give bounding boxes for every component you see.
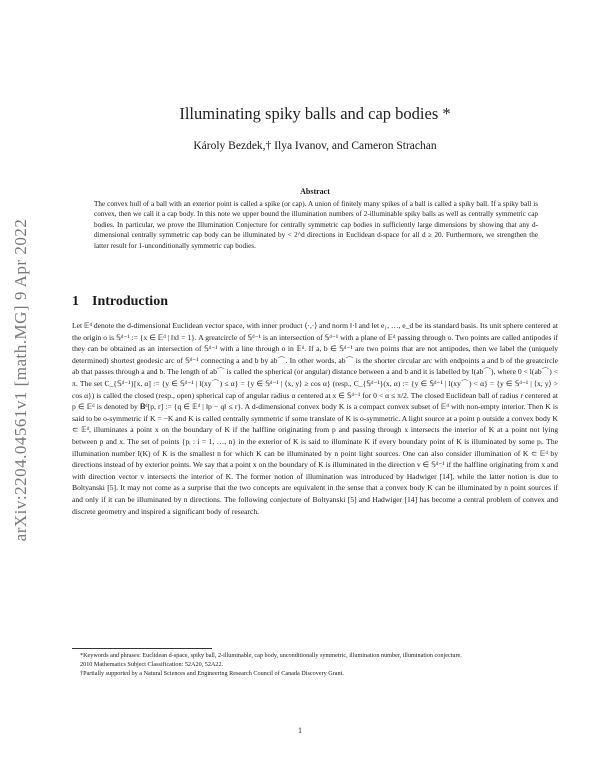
section-number: 1: [72, 294, 79, 309]
arxiv-identifier-stamp: [3, 200, 39, 560]
page-number: 1: [298, 726, 302, 735]
section-title: Introduction: [92, 294, 168, 309]
footnote-keywords: *Keywords and phrases: Euclidean d-space, spiky ball, 2-illuminable, cap body, unconditionally symmetric, illumination number, illumination conjecture.: [80, 652, 462, 659]
abstract-heading: Abstract: [300, 187, 330, 196]
footnote-funding: †Partially supported by a Natural Sciences and Engineering Research Council of Canada Discovery Grant.: [80, 670, 344, 677]
footnotes: [72, 651, 558, 678]
abstract-text: The convex hull of a ball with an exterior point is called a spike (or cap). A union of finitely many spikes of a ball is called a spiky ball. If a spiky ball is convex, then we call it a cap body. In this note we upper bound the illumination numbers of 2-illuminable spiky balls as well as centrally symmetric cap bodies. In particular, we prove the Illumination Conjecture for centrally symmetric cap bodies in sufficiently large dimensions by showing that any d-dimensional centrally symmetric cap body can be illuminated by < 2^d directions in Euclidean d-space for all d ≥ 20. Furthermore, we strengthen the latter result for 1-unconditionally symmetric cap bodies.: [94, 200, 538, 250]
introduction-paragraph: Let 𝔼ᵈ denote the d-dimensional Euclidean vector space, with inner product ⟨·,·⟩ and norm ‖·‖ and let e₁, …, e_d be its standard basis. Its unit sphere centered at the origin o is 𝕊ᵈ⁻¹ := {x ∈ 𝔼ᵈ | ‖x‖ = 1}. A greatcircle of 𝕊ᵈ⁻¹ is an intersection of 𝕊ᵈ⁻¹ with a plane of 𝔼ᵈ passing through o. Two points are called antipodes if they can be obtained as an intersection of 𝕊ᵈ⁻¹ with a line through o in 𝔼ᵈ. If a, b ∈ 𝕊ᵈ⁻¹ are two points that are not antipodes, then we label the (uniquely determined) shortest geodesic arc of 𝕊ᵈ⁻¹ connecting a and b by ab⌒. In other words, ab⌒ is the shorter circular arc with endpoints a and b of the greatcircle ab that passes through a and b. The length of ab⌒ is called the spherical (or angular) distance between a and b and it is labelled by l(ab⌒), where 0 < l(ab⌒) < π. The set C_{𝕊ᵈ⁻¹}[x, α] := {y ∈ 𝕊ᵈ⁻¹ | l(xy⌒) ≤ α} = {y ∈ 𝕊ᵈ⁻¹ | ⟨x, y⟩ ≥ cos α} (resp., C_{𝕊ᵈ⁻¹}(x, α) := {y ∈ 𝕊ᵈ⁻¹ | l(xy⌒) < α} = {y ∈ 𝕊ᵈ⁻¹ | ⟨x, y⟩ > cos α}) is called the closed (resp., open) spherical cap of angular radius α centered at x ∈ 𝕊ᵈ⁻¹ for 0 < α ≤ π/2. The closed Euclidean ball of radius r centered at p ∈ 𝔼ᵈ is denoted by 𝐁ᵈ[p, r] := {q ∈ 𝔼ᵈ | ‖p − q‖ ≤ r}. A d-dimensional convex body K is a compact convex subset of 𝔼ᵈ with non-empty interior. Then K is said to be o-symmetric if K = −K and K is called centrally symmetric if some translate of K is o-symmetric. A light source at a point p outside a convex body K ⊂ 𝔼ᵈ, illuminates a point x on the boundary of K if the halfline originating from p and passing through x intersects the interior of K at a point not lying between p and x. The set of points {pᵢ : i = 1, …, n} in the exterior of K is said to illuminate K if every boundary point of K is illuminated by some pᵢ. The illumination number I(K) of K is the smallest n for which K can be illuminated by n point light sources. One can also consider illumination of K ⊂ 𝔼ᵈ by directions instead of by exterior points. We say that a point x on the boundary of K is illuminated in the direction v ∈ 𝕊ᵈ⁻¹ if the halfline originating from x and with direction vector v intersects the interior of K. The former notion of illumination was introduced by Hadwiger [14], while the latter notion is due to Boltyanski [5]. It may not come as a surprise that the two concepts are equivalent in the sense that a convex body K can be illuminated by n point sources if and only if it can be illuminated by n directions. The following conjecture of Boltyanski [5] and Hadwiger [14] has become a central problem of convex and discrete geometry and inspired a significant body of research.: [72, 321, 558, 516]
paper-authors: Károly Bezdek,† Ilya Ivanov, and Cameron Strachan: [193, 140, 437, 152]
footnote-divider: [72, 648, 212, 649]
section-heading: [72, 294, 168, 310]
paper-title: Illuminating spiky balls and cap bodies *: [179, 104, 451, 123]
footnote-msc: 2010 Mathematics Subject Classification: 52A20, 52A22.: [80, 661, 224, 668]
arxiv-identifier-text: arXiv:2204.04561v1 [math.MG] 9 Apr 2022: [11, 218, 30, 542]
